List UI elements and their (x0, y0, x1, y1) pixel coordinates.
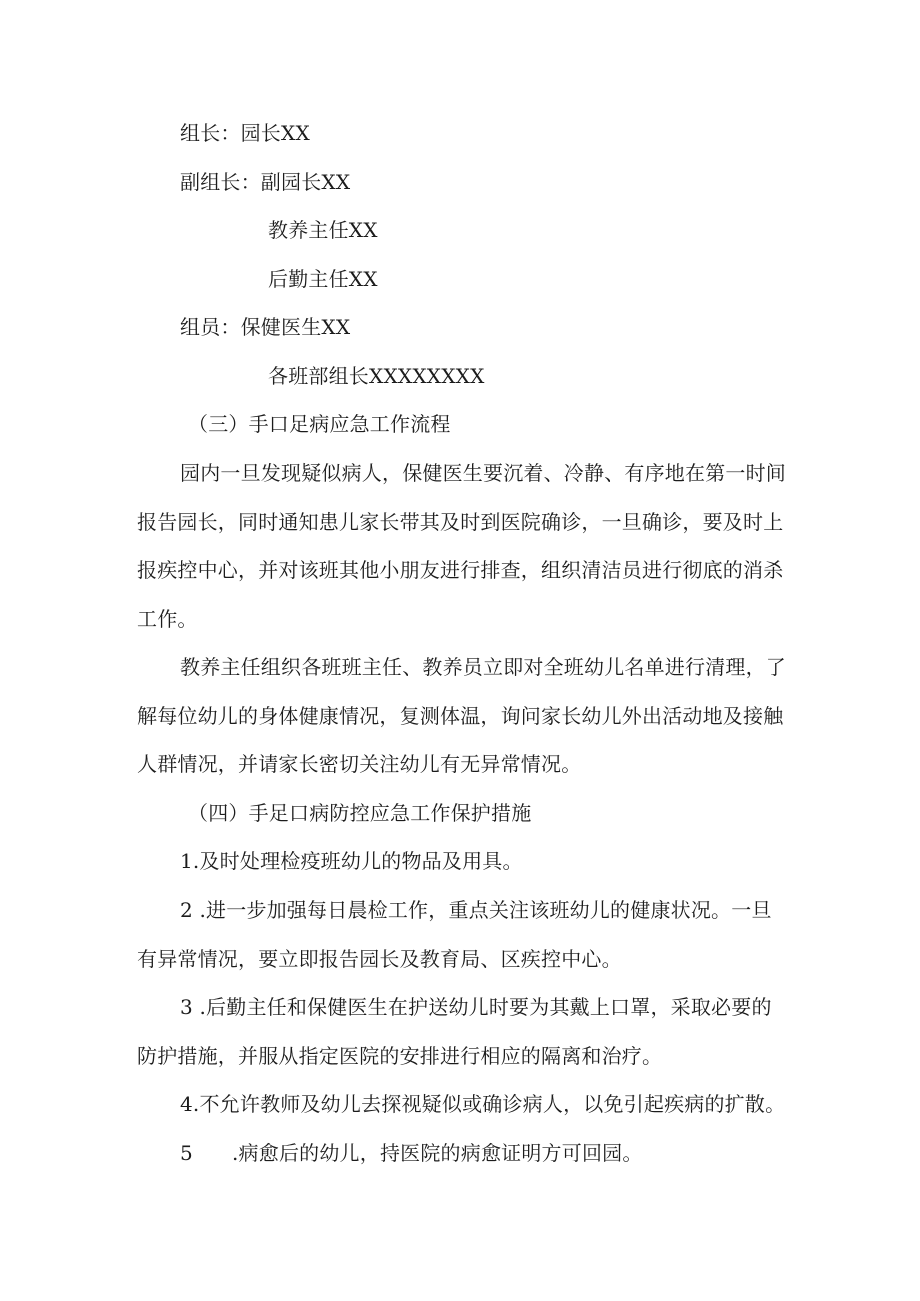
list-item-line: 4.不允许教师及幼儿去探视疑似或确诊病人，以免引起疾病的扩散。 (180, 1092, 786, 1117)
paragraph-line: 解每位幼儿的身体健康情况，复测体温，询问家长幼儿外出活动地及接触 (137, 703, 784, 728)
list-item-5 (0, 1129, 920, 1178)
document-body (0, 109, 920, 1177)
list-item-line: 防护措施，并服从指定医院的安排进行相应的隔离和治疗。 (137, 1043, 663, 1068)
list-item-line: 3 .后勤主任和保健医生在护送幼儿时要为其戴上口罩，采取必要的 (180, 995, 772, 1020)
section-3-paragraph-2 (0, 643, 920, 789)
paragraph-line: 工作。 (137, 606, 198, 631)
deputy-leader-line-3: 后勤主任XX (268, 266, 378, 291)
list-item-3 (0, 983, 920, 1080)
paragraph-line: 园内一旦发现疑似病人，保健医生要沉着、冷静、有序地在第一时间 (180, 460, 786, 485)
paragraph-line: 教养主任组织各班班主任、教养员立即对全班幼儿名单进行清理，了 (180, 655, 786, 680)
list-item-4 (0, 1080, 920, 1129)
group-leader-line: 组长：园长XX (180, 121, 310, 145)
list-item-1 (0, 837, 920, 886)
list-item-text: .病愈后的幼儿，持医院的病愈证明方可回园。 (232, 1140, 643, 1165)
deputy-leader-line-2: 教养主任XX (268, 218, 378, 243)
list-item-line: 有异常情况，要立即报告园长及教育局、区疾控中心。 (137, 946, 622, 971)
section-4-heading: （四）手足口病防控应急工作保护措施 (188, 800, 532, 825)
deputy-leader-line: 副组长：副园长XX (180, 169, 351, 194)
group-members-line-2: 各班部组长XXXXXXXX (268, 363, 485, 388)
list-item-2 (0, 886, 920, 983)
paragraph-line: 报告园长，同时通知患儿家长带其及时到医院确诊，一旦确诊，要及时上 (137, 509, 784, 534)
list-item-line: 1.及时处理检疫班幼儿的物品及用具。 (180, 849, 523, 874)
list-item-line: 2 .进一步加强每日晨检工作，重点关注该班幼儿的健康状况。一旦 (180, 898, 772, 922)
list-item-number: 5 (180, 1140, 193, 1165)
paragraph-line: 报疾控中心，并对该班其他小朋友进行排查，组织清洁员进行彻底的消杀 (137, 558, 784, 583)
section-3-paragraph-1 (0, 449, 920, 643)
section-3-heading: （三）手口足病应急工作流程 (188, 412, 451, 437)
group-members-line: 组员：保健医生XX (180, 315, 351, 340)
paragraph-line: 人群情况，并请家长密切关注幼儿有无异常情况。 (137, 752, 582, 777)
